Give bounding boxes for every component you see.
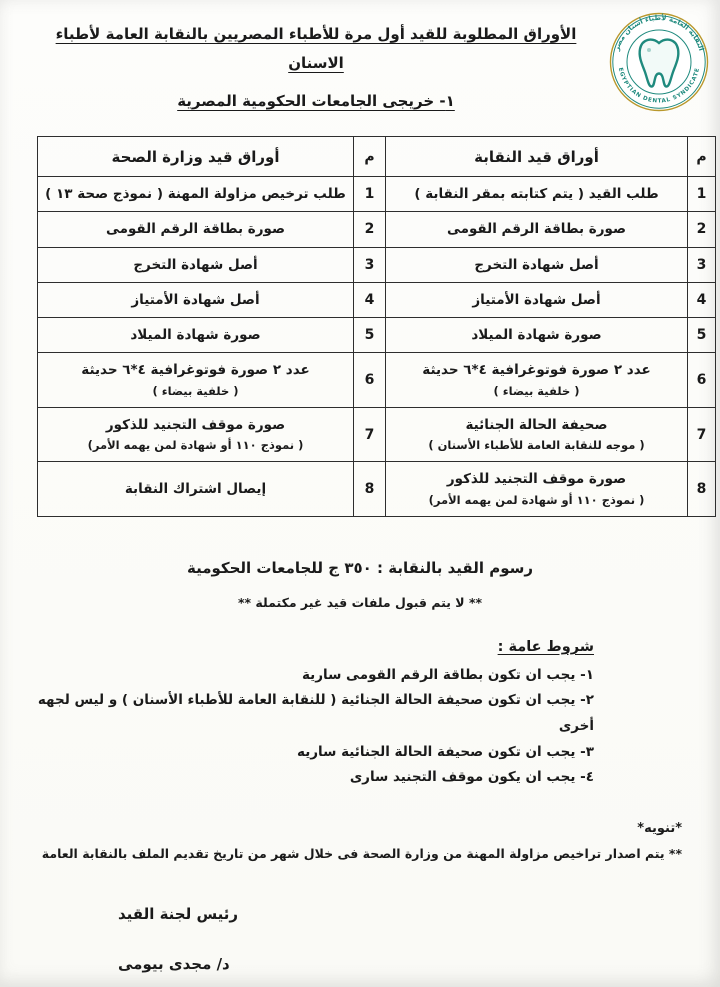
health-doc-cell: [38, 407, 354, 462]
row-number-syndicate: 8: [688, 462, 716, 517]
row-number-health: 5: [354, 318, 386, 353]
row-number-syndicate: 2: [688, 212, 716, 247]
table-header-row: [38, 137, 716, 177]
health-doc-text: أصل شهادة التخرج: [133, 256, 258, 273]
health-doc-cell: [38, 282, 354, 317]
health-doc-cell: [38, 212, 354, 247]
health-doc-cell: [38, 353, 354, 408]
table-body: [38, 177, 716, 517]
general-conditions-list: [26, 663, 594, 791]
registration-fees-line: رسوم القيد بالنقابة : ٣٥٠ ج للجامعات الحكومية: [186, 558, 534, 577]
health-doc-text: صورة موقف التجنيد للذكور: [105, 416, 286, 433]
syndicate-doc-cell: [386, 318, 688, 353]
syndicate-doc-note: ( خلفية بيضاء ): [493, 383, 580, 398]
row-number-health: 7: [354, 407, 386, 462]
syndicate-doc-text: أصل شهادة الأمتياز: [472, 291, 601, 308]
logo-english-arc-text: EGYPTIAN DENTAL SYNDICATE: [616, 67, 702, 105]
incomplete-files-warning: ** لا يتم قبول ملفات قيد غير مكتملة **: [237, 594, 483, 610]
dental-syndicate-logo-icon: [609, 12, 709, 112]
syndicate-doc-text: طلب القيد ( يتم كتابته بمقر النقابة ): [414, 186, 659, 202]
table-row: [38, 212, 716, 247]
page-title: الأوراق المطلوبة للقيد أول مرة للأطباء المصريين بالنقابة العامة لأطباء الاسنان: [55, 25, 577, 72]
syndicate-doc-text: صورة موقف التجنيد للذكور: [446, 471, 627, 488]
health-doc-cell: [38, 318, 354, 353]
syndicate-doc-cell: [386, 212, 688, 247]
table-row: [38, 282, 716, 317]
syndicate-doc-text: صورة بطاقة الرقم القومى: [446, 221, 627, 238]
logo-arabic-arc-text: النقابة العامة لأطباء أسنان مصر: [612, 13, 706, 52]
notice-text: ** يتم اصدار تراخيص مزاولة المهنة من وزارة الصحة فى خلال شهر من تاريخ تقديم الملف بالنقابة العامة: [41, 845, 682, 861]
row-number-syndicate: 4: [688, 282, 716, 317]
table-row: [38, 407, 716, 462]
health-doc-cell: [38, 177, 354, 212]
syndicate-doc-note: ( نموذج ١١٠ أو شهادة لمن يهمه الأمر): [428, 492, 645, 507]
table-row: [38, 318, 716, 353]
signature-name: د/ مجدى بيومى: [118, 954, 230, 973]
health-doc-cell: [38, 247, 354, 282]
row-number-health: 3: [354, 247, 386, 282]
tooth-highlight: [647, 48, 651, 52]
health-doc-text: صورة شهادة الميلاد: [130, 327, 261, 343]
health-doc-text: إيصال اشتراك النقابة: [124, 480, 267, 497]
health-doc-text: طلب ترخيص مزاولة المهنة ( نموذج صحة ١٣ ): [45, 186, 346, 202]
row-number-health: 2: [354, 212, 386, 247]
row-number-syndicate: 1: [688, 177, 716, 212]
condition-item: ١- يجب ان تكون بطاقة الرقم القومى سارية: [301, 666, 594, 683]
condition-item: ٢- يجب ان تكون صحيفة الحالة الجنائية ( للنقابة العامة للأطباء الأسنان ) و ليس لجهه أخرى: [37, 692, 594, 735]
header-num-syndicate: م: [688, 137, 716, 177]
table-row: [38, 353, 716, 408]
condition-item: ٣- يجب ان تكون صحيفة الحالة الجنائية ساريه: [297, 743, 594, 760]
row-number-health: 6: [354, 353, 386, 408]
syndicate-doc-text: عدد ٢ صورة فوتوغرافية ٤*٦ حديثة: [422, 362, 651, 379]
header-syndicate-docs: أوراق قيد النقابة: [386, 137, 688, 177]
condition-item: ٤- يجب ان يكون موقف التجنيد سارى: [349, 769, 594, 786]
dental-syndicate-logo: [606, 10, 712, 112]
row-number-health: 4: [354, 282, 386, 317]
syndicate-doc-cell: [386, 282, 688, 317]
syndicate-doc-cell: [386, 247, 688, 282]
document-header: [0, 8, 720, 112]
row-number-health: 1: [354, 177, 386, 212]
syndicate-doc-cell: [386, 353, 688, 408]
syndicate-doc-text: أصل شهادة التخرج: [474, 256, 599, 273]
row-number-syndicate: 5: [688, 318, 716, 353]
syndicate-doc-text: صورة شهادة الميلاد: [471, 327, 602, 343]
row-number-syndicate: 7: [688, 407, 716, 462]
page-subtitle: ١- خريجى الجامعات الحكومية المصرية: [177, 92, 455, 110]
syndicate-doc-cell: [386, 407, 688, 462]
health-doc-note: ( نموذج ١١٠ أو شهادة لمن يهمه الأمر): [87, 438, 304, 452]
table-row: [38, 247, 716, 282]
syndicate-doc-cell: [386, 462, 688, 517]
row-number-syndicate: 3: [688, 247, 716, 282]
row-number-health: 8: [354, 462, 386, 517]
health-doc-text: عدد ٢ صورة فوتوغرافية ٤*٦ حديثة: [81, 362, 310, 379]
notice-section: [0, 821, 720, 861]
health-doc-text: صورة بطاقة الرقم القومى: [105, 221, 286, 238]
syndicate-doc-note: ( موجه للنقابة العامة للأطباء الأسنان ): [428, 438, 645, 452]
signature-role: رئيس لجنة القيد: [118, 904, 239, 923]
table-row: [38, 462, 716, 517]
signature-block: [0, 905, 720, 973]
general-conditions-section: [0, 636, 720, 791]
health-doc-note: ( خلفية بيضاء ): [152, 383, 239, 398]
health-doc-text: أصل شهادة الأمتياز: [131, 291, 260, 308]
notice-title: *تنويه*: [637, 820, 682, 836]
header-health-docs: أوراق قيد وزارة الصحة: [38, 137, 354, 177]
required-documents-table: [37, 136, 716, 517]
syndicate-doc-cell: [386, 177, 688, 212]
syndicate-doc-text: صحيفة الحالة الجنائية: [465, 416, 608, 433]
header-num-health: م: [354, 137, 386, 177]
health-doc-cell: [38, 462, 354, 517]
general-conditions-title: شروط عامة :: [497, 638, 594, 655]
table-row: [38, 177, 716, 212]
row-number-syndicate: 6: [688, 353, 716, 408]
title-block: [26, 10, 606, 110]
